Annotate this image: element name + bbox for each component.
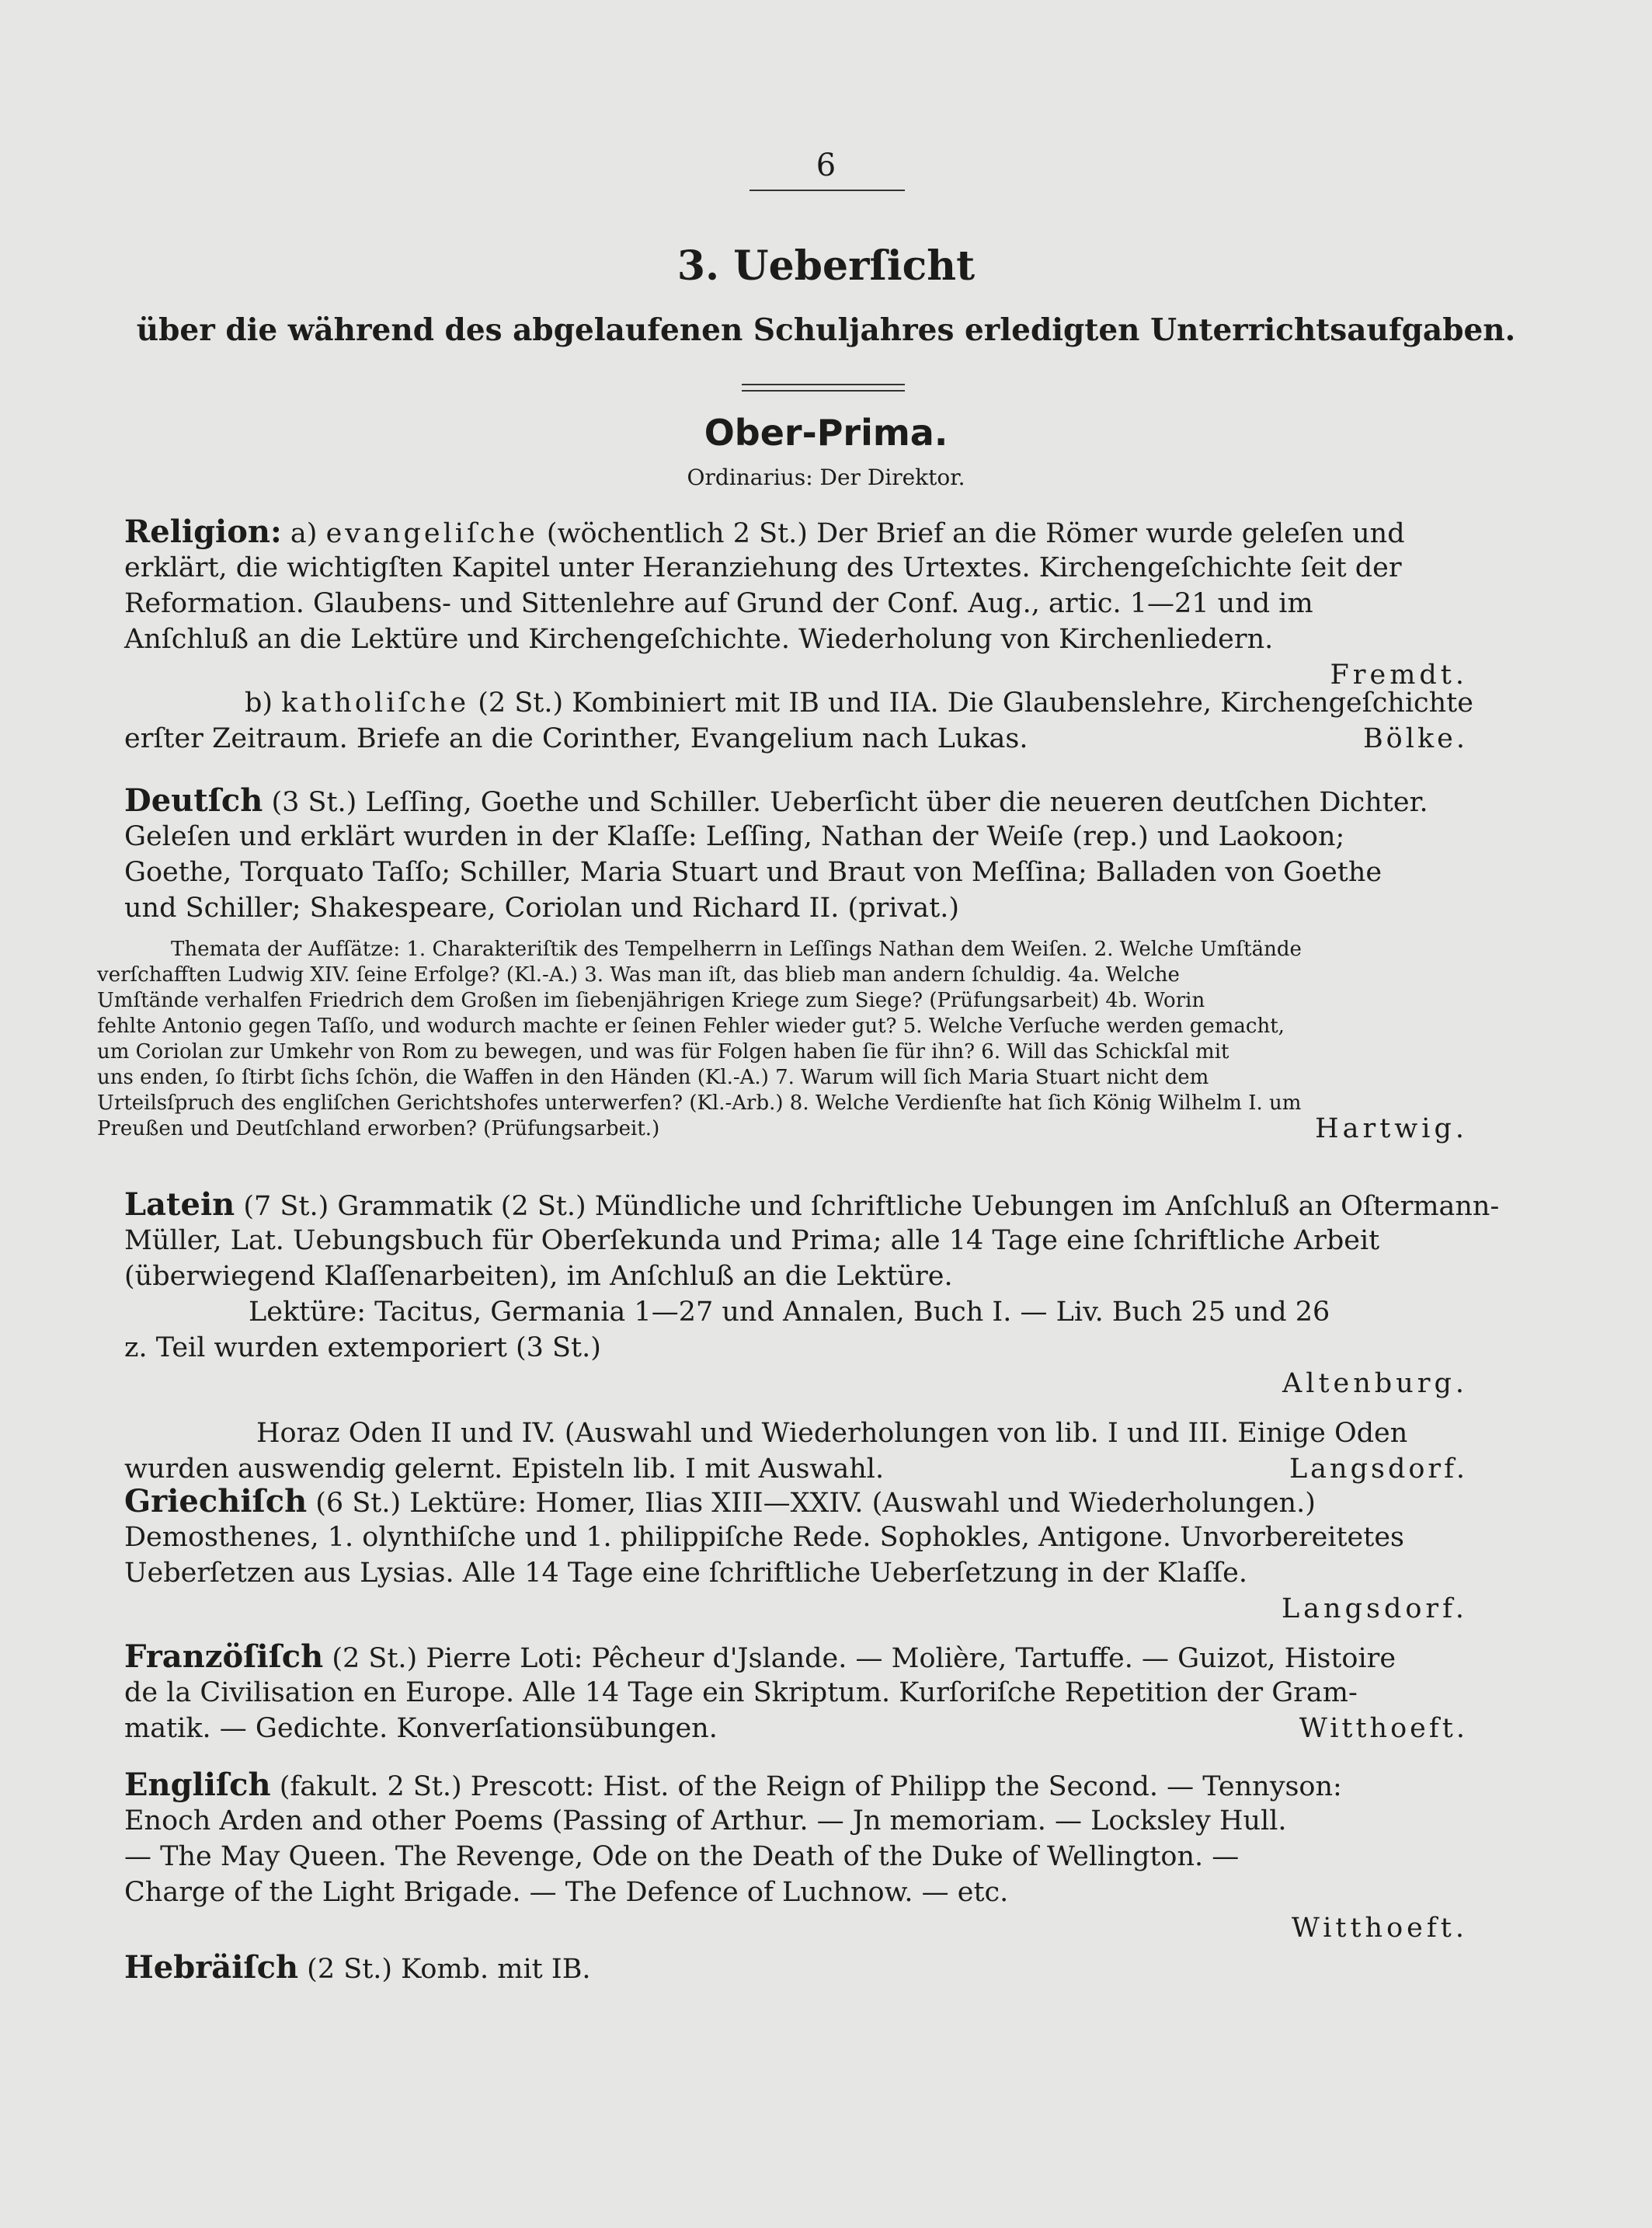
deutsch-section (97, 782, 1546, 1147)
themata-line-8: Preußen und Deutſchland erworben? (Prüfungsarbeit.) (97, 1117, 660, 1140)
deutsch-line-4: und Schiller; Shakespeare, Coriolan und Richard II. (privat.) (124, 893, 960, 924)
latein-teacher-2: Langsdorf. (1289, 1453, 1468, 1485)
englisch-heading: Engliſch (124, 1767, 271, 1803)
englisch-line-4: Charge of the Light Brigade. — The Defence of Luchnow. — etc. (124, 1877, 1009, 1908)
page-subtitle: über die während des abgelaufenen Schuljahres erledigten Unterrichtsaufgaben. (136, 312, 1516, 348)
religion-a-label: a) (290, 518, 326, 549)
divider-rule-2 (742, 390, 905, 392)
latein-section (124, 1187, 1546, 1487)
franzoesisch-teacher: Witthoeft. (1299, 1713, 1468, 1744)
themata-line-5: um Coriolan zur Umkehr von Rom zu bewegen, und was für Folgen haben ſie für ihn? 6. Will das Schickſal mit (97, 1040, 1229, 1064)
englisch-line-3: — The May Queen. The Revenge, Ode on the Death of the Duke of Wellington. — (124, 1841, 1240, 1872)
religion-line-2: erklärt, die wichtigſten Kapitel unter Heranziehung des Urtextes. Kirchengeſchichte ſeit der (124, 552, 1402, 583)
religion-a-kind: evangeliſche (325, 518, 538, 549)
griechisch-section (124, 1484, 1546, 1627)
englisch-text-1: (fakult. 2 St.) Prescott: Hist. of the Reign of Philipp the Second. — Tennyson: (270, 1771, 1342, 1802)
latein-line-2: Müller, Lat. Uebungsbuch für Oberſekunda und Prima; alle 14 Tage eine ſchriftliche Arbeit (124, 1225, 1380, 1256)
deutsch-line-2: Geleſen und erklärt wurden in der Klaſſe: Leſſing, Nathan der Weiſe (rep.) und Laokoon; (124, 821, 1345, 852)
griechisch-line-3: Ueberſetzen aus Lysias. Alle 14 Tage eine ſchriftliche Ueberſetzung in der Klaſſe. (124, 1558, 1247, 1589)
deutsch-line-1 (124, 783, 1546, 819)
englisch-line-1 (124, 1767, 1546, 1803)
themata-line-6: uns enden, ſo ſtirbt ſichs ſchön, die Waffen in den Händen (Kl.-A.) 7. Warum will ſich Maria Stuart nicht dem (97, 1066, 1209, 1089)
religion-b-line-2 (124, 721, 1546, 757)
religion-b-kind: katholiſche (281, 688, 470, 719)
latein-teacher-1: Altenburg. (1282, 1368, 1468, 1399)
themata-line-7: Urteilsſpruch des engliſchen Gerichtshofes unterwerfen? (Kl.-Arb.) 8. Welche Verdienſte hat ſich König Wilhelm I. um (97, 1091, 1302, 1115)
griechisch-teacher: Langsdorf. (1281, 1593, 1468, 1624)
latein-line-5: z. Teil wurden extemporiert (3 St.) (124, 1332, 601, 1363)
religion-line-3: Reformation. Glaubens- und Sittenlehre auf Grund der Conf. Aug., artic. 1—21 und im (124, 588, 1313, 619)
franzoesisch-heading: Franzöſiſch (124, 1638, 324, 1675)
griechisch-text-1: (6 St.) Lektüre: Homer, Ilias XIII—XXIV. (Auswahl und Wiederholungen.) (307, 1488, 1316, 1519)
religion-line-1 (124, 514, 1546, 550)
religion-heading: Religion: (124, 513, 282, 550)
hebraeisch-heading: Hebräiſch (124, 1949, 299, 1986)
franzoesisch-text-1: (2 St.) Pierre Loti: Pêcheur d'Jslande. — Molière, Tartuffe. — Guizot, Histoire (323, 1643, 1396, 1674)
griechisch-line-1 (124, 1484, 1546, 1520)
deutsch-text-1: (3 St.) Leſſing, Goethe und Schiller. Ueberſicht über die neueren deutſchen Dichter. (263, 787, 1428, 818)
latein-text-1: (7 St.) Grammatik (2 St.) Mündliche und ſchriftliche Uebungen im Anſchluß an Oſtermann- (235, 1191, 1500, 1222)
latein-horaz-text-2: wurden auswendig gelernt. Episteln lib. I mit Auswahl. (124, 1453, 885, 1485)
religion-section (124, 514, 1546, 693)
latein-horaz-line-1: Horaz Oden II und IV. (Auswahl und Wiederholungen von lib. I und III. Einige Oden (256, 1418, 1408, 1449)
ordinarius-line: Ordinarius: Der Direktor. (687, 465, 965, 490)
deutsch-line-3: Goethe, Torquato Taſſo; Schiller, Maria Stuart und Braut von Meſſina; Balladen von Goethe (124, 857, 1382, 888)
hebraeisch-text: (2 St.) Komb. mit IB. (298, 1954, 591, 1985)
religion-b-teacher: Bölke. (1362, 723, 1468, 754)
latein-line-4: Lektüre: Tacitus, Germania 1—27 und Annalen, Buch I. — Liv. Buch 25 und 26 (249, 1297, 1330, 1328)
deutsch-heading: Deutſch (124, 782, 263, 819)
class-heading: Ober-Prima. (704, 412, 948, 454)
englisch-section (124, 1767, 1546, 1946)
divider-rule-1 (742, 384, 905, 385)
religion-a-teacher: Fremdt. (1330, 660, 1468, 691)
religion-b-text-2: erſter Zeitraum. Briefe an die Corinther, Evangelium nach Lukas. (124, 723, 1028, 754)
griechisch-line-2: Demosthenes, 1. olynthiſche und 1. philippiſche Rede. Sophokles, Antigone. Unvorbereitetes (124, 1522, 1404, 1553)
hebraeisch-line-1 (124, 1950, 1546, 1986)
deutsch-teacher: Hartwig. (1315, 1113, 1468, 1144)
religion-b-section (124, 685, 1546, 757)
latein-horaz-line-2 (124, 1451, 1546, 1487)
themata-line-3: Umſtände verhalfen Friedrich dem Großen im ſiebenjährigen Kriege zum Siege? (Prüfungsarbeit) 4b. Worin (97, 989, 1205, 1012)
latein-line-1 (124, 1187, 1546, 1223)
themata-line-1: Themata der Aufſätze: 1. Charakteriſtik des Tempelherrn in Leſſings Nathan dem Weiſen. 2. Welche Umſtände (171, 938, 1302, 961)
page-number: 6 (816, 148, 836, 183)
franzoesisch-text-3: matik. — Gedichte. Konverſationsübungen. (124, 1713, 718, 1744)
franzoesisch-line-3 (124, 1711, 1546, 1746)
top-rule (749, 190, 905, 191)
franzoesisch-line-1 (124, 1639, 1546, 1675)
themata-line-2: verſchafften Ludwig XIV. ſeine Erfolge? (Kl.-A.) 3. Was man iſt, das blieb man andern ſchuldig. 4a. Welche (97, 963, 1180, 987)
religion-line-4: Anſchluß an die Lektüre und Kirchengeſchichte. Wiederholung von Kirchenliedern. (124, 624, 1274, 655)
religion-b-line-1 (124, 685, 1546, 721)
religion-a-text: (wöchentlich 2 St.) Der Brief an die Römer wurde geleſen und (537, 518, 1405, 549)
themata-line-4: fehlte Antonio gegen Taſſo, und wodurch machte er ſeinen Fehler wieder gut? 5. Welche Verſuche werden gemacht, (97, 1015, 1285, 1038)
griechisch-heading: Griechiſch (124, 1483, 308, 1520)
page-title: 3. Ueberſicht (676, 242, 976, 290)
hebraeisch-section (124, 1950, 1546, 1986)
latein-line-3: (überwiegend Klaſſenarbeiten), im Anſchluß an die Lektüre. (124, 1261, 953, 1292)
englisch-teacher: Witthoeft. (1291, 1913, 1468, 1944)
franzoesisch-line-2: de la Civilisation en Europe. Alle 14 Tage ein Skriptum. Kurſoriſche Repetition der Gram- (124, 1677, 1358, 1708)
franzoesisch-section (124, 1639, 1546, 1746)
religion-b-label: b) (245, 688, 282, 719)
englisch-line-2: Enoch Arden and other Poems (Passing of Arthur. — Jn memoriam. — Locksley Hull. (124, 1805, 1287, 1836)
latein-heading: Latein (124, 1186, 235, 1223)
religion-b-text: (2 St.) Kombiniert mit IB und IIA. Die Glaubenslehre, Kirchengeſchichte (469, 688, 1473, 719)
